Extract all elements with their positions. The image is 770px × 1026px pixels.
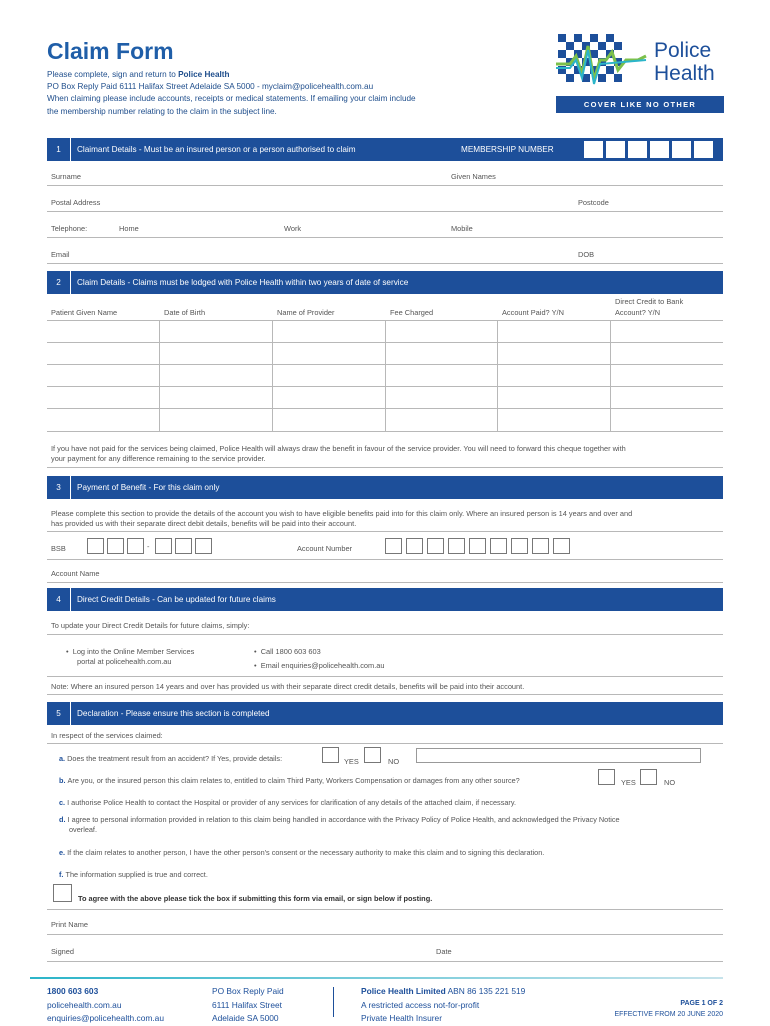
footer-address-line2: 6111 Halifax Street [212, 999, 282, 1010]
account-digit-box[interactable] [406, 538, 423, 554]
mobile-label: Mobile [451, 224, 473, 233]
footer-divider [333, 987, 334, 1017]
footer-insurer-line1: A restricted access not-for-profit [361, 999, 480, 1010]
third-party-no-checkbox[interactable] [640, 769, 657, 785]
logo-text-health: Health [654, 62, 715, 85]
section-number: 5 [47, 702, 71, 725]
table-divider [272, 320, 273, 431]
declaration-item-b [59, 776, 520, 786]
intro-line2: PO Box Reply Paid 6111 Halifax Street Adelaide SA 5000 - myclaim@policehealth.com.au [47, 82, 374, 92]
bullet-text: Call 1800 603 603 [260, 647, 321, 656]
yes-label: YES [344, 757, 359, 766]
postcode-label: Postcode [578, 198, 609, 207]
item-letter: b. [59, 776, 66, 785]
section2-note [51, 444, 723, 465]
telephone-field-line[interactable] [47, 237, 723, 238]
signature-field-line[interactable] [47, 961, 723, 962]
bullet-dot: • [254, 647, 261, 656]
footer-address-line3: Adelaide SA 5000 [212, 1013, 279, 1023]
bullet-online-services [66, 647, 194, 668]
no-label: NO [388, 757, 400, 766]
bsb-digit-box[interactable] [107, 538, 124, 554]
footer-company-name: Police Health Limited [361, 986, 446, 996]
footer-abn: ABN 86 135 221 519 [445, 986, 526, 996]
account-digit-box[interactable] [553, 538, 570, 554]
divider [47, 467, 723, 468]
description-line2: has provided us with their separate direct debit details, benefits will be paid into their account. [51, 519, 357, 529]
section-number: 1 [47, 138, 71, 161]
footer-web: policehealth.com.au [47, 999, 122, 1010]
divider [47, 634, 723, 635]
bsb-digit-box[interactable] [175, 538, 192, 554]
accident-yes-checkbox[interactable] [322, 747, 339, 763]
accident-no-checkbox[interactable] [364, 747, 381, 763]
table-divider [610, 320, 611, 431]
note-line2: your payment for any difference remaining to the service provider. [51, 454, 266, 464]
police-health-logo [556, 30, 724, 88]
account-digit-box[interactable] [511, 538, 528, 554]
intro-line4: the membership number relating to the claim in the subject line. [47, 106, 277, 116]
bullet-email [254, 661, 384, 671]
footer-page-info [560, 999, 723, 1020]
membership-digit-box[interactable] [606, 141, 625, 158]
intro-line1: Please complete, sign and return to [47, 70, 179, 79]
item-letter: c. [59, 798, 66, 807]
given-names-label: Given Names [451, 172, 496, 181]
description-line1: Please complete this section to provide the details of the account you wish to have eligible benefits paid into for this claim only. Where an insured person is 14 years and over and [51, 509, 633, 518]
item-letter: f. [59, 870, 64, 879]
intro-line1-bold: Police Health [178, 70, 230, 79]
section-number: 3 [47, 476, 71, 499]
column-header: Account Paid? Y/N [502, 308, 564, 317]
intro-line3: When claiming please include accounts, receipts or medical statements. If emailing your claim include [47, 94, 416, 104]
table-rule [47, 431, 723, 432]
item-text: The information supplied is true and correct. [65, 870, 208, 879]
no-label: NO [664, 778, 676, 787]
account-digit-box[interactable] [448, 538, 465, 554]
section3-description [51, 509, 723, 530]
bsb-label: BSB [51, 544, 66, 553]
footer-insurer-line2: Private Health Insurer [361, 1013, 442, 1023]
effective-date: EFFECTIVE FROM 20 JUNE 2020 [614, 1010, 723, 1018]
print-name-label: Print Name [51, 920, 88, 929]
divider [47, 743, 723, 744]
bsb-digit-box[interactable] [127, 538, 144, 554]
column-header-line1: Direct Credit to Bank [615, 297, 684, 306]
postal-address-field-line[interactable] [47, 211, 723, 212]
item-text: I agree to personal information provided in relation to this claim being handled in accordance with the Privacy Policy of Police Health, and acknowledged the Privacy Notice [67, 815, 620, 824]
bsb-digit-box[interactable] [195, 538, 212, 554]
page-title: Claim Form [47, 38, 174, 64]
column-header: Patient Given Name [51, 308, 118, 317]
page-number: PAGE 1 OF 2 [680, 1000, 723, 1007]
surname-label: Surname [51, 172, 81, 181]
email-label: Email [51, 250, 70, 259]
footer-email: enquiries@policehealth.com.au [47, 1013, 164, 1023]
table-divider [385, 320, 386, 431]
bsb-digit-box[interactable] [155, 538, 172, 554]
footer-company [361, 985, 525, 1026]
divider [47, 909, 723, 910]
column-header: Fee Charged [390, 308, 434, 317]
tagline: COVER LIKE NO OTHER [556, 96, 724, 113]
bullet-text: Log into the Online Member Services [72, 647, 195, 656]
work-phone-label: Work [284, 224, 302, 233]
bullet-call [254, 647, 321, 657]
signed-label: Signed [51, 947, 75, 956]
account-digit-box[interactable] [427, 538, 444, 554]
declaration-item-d [59, 815, 620, 836]
section4-note: Note: Where an insured person 14 years and over has provided us with their separate direct credit details, benefits will be paid into their account. [51, 682, 525, 691]
section-number: 4 [47, 588, 71, 611]
section3-header [47, 476, 723, 499]
membership-digit-box[interactable] [694, 141, 713, 158]
account-name-label: Account Name [51, 569, 100, 578]
declaration-item-c [59, 798, 516, 808]
agree-checkbox[interactable] [53, 884, 72, 902]
divider [47, 559, 723, 560]
date-label: Date [436, 947, 452, 956]
note-line1: If you have not paid for the services being claimed, Police Health will always draw the benefit in favour of the service provider. You will need to forward this cheque together with [51, 444, 626, 453]
intro-text [47, 69, 517, 118]
divider [47, 694, 723, 695]
column-header-line2: Account? Y/N [615, 307, 661, 317]
footer-contact [47, 985, 164, 1026]
item-letter: d. [59, 815, 66, 824]
bullet-dot: • [254, 661, 261, 670]
divider [47, 676, 723, 677]
footer-address [212, 985, 284, 1026]
item-letter: a. [59, 754, 66, 763]
print-name-field-line[interactable] [47, 934, 723, 935]
item-text: Are you, or the insured person this claim relates to, entitled to claim Third Party, Workers Compensation or damages from any other source? [67, 776, 520, 785]
account-digit-box[interactable] [385, 538, 402, 554]
postal-address-label: Postal Address [51, 198, 101, 207]
item-letter: e. [59, 848, 66, 857]
membership-digit-box[interactable] [650, 141, 669, 158]
section-title: Payment of Benefit - For this claim only [77, 483, 220, 492]
section-title: Claim Details - Claims must be lodged with Police Health within two years of date of service [77, 278, 409, 287]
account-digit-box[interactable] [532, 538, 549, 554]
bullet-text: Email enquiries@policehealth.com.au [260, 661, 385, 670]
accident-details-input[interactable] [416, 748, 701, 763]
section2-header [47, 271, 723, 294]
account-digit-box[interactable] [469, 538, 486, 554]
membership-number-label: MEMBERSHIP NUMBER [461, 145, 554, 154]
home-phone-label: Home [119, 224, 139, 233]
section-title: Declaration - Please ensure this section is completed [77, 709, 270, 718]
section-title: Claimant Details - Must be an insured person or a person authorised to claim [77, 145, 356, 154]
section4-intro: To update your Direct Credit Details for future claims, simply: [51, 621, 250, 630]
bullet-dot: • [66, 647, 73, 656]
surname-field-line[interactable] [47, 185, 723, 186]
section1-header [47, 138, 723, 161]
telephone-label: Telephone: [51, 224, 88, 233]
email-field-line[interactable] [47, 263, 723, 264]
section4-header [47, 588, 723, 611]
membership-digit-box[interactable] [628, 141, 647, 158]
item-text: I authorise Police Health to contact the Hospital or provider of any services for clarification of any details of the attached claim, if necessary. [67, 798, 516, 807]
bsb-dash: - [147, 542, 150, 551]
footer-phone: 1800 603 603 [47, 986, 99, 996]
item-text-line2: overleaf. [69, 825, 97, 835]
dob-label: DOB [578, 250, 595, 259]
section-number: 2 [47, 271, 71, 294]
bullet-text-line2: portal at policehealth.com.au [77, 657, 172, 667]
footer-address-line1: PO Box Reply Paid [212, 986, 284, 996]
account-name-field-line[interactable] [47, 582, 723, 583]
divider [47, 531, 723, 532]
declaration-item-f [59, 870, 208, 880]
yes-label: YES [621, 778, 636, 787]
logo-text-police: Police [654, 39, 712, 62]
declaration-item-e [59, 848, 544, 858]
column-header [615, 297, 683, 318]
bsb-digit-box[interactable] [87, 538, 104, 554]
column-header: Name of Provider [277, 308, 335, 317]
membership-digit-box[interactable] [584, 141, 603, 158]
footer-rule [30, 977, 723, 979]
table-divider [159, 320, 160, 431]
agree-text: To agree with the above please tick the box if submitting this form via email, or sign below if posting. [78, 894, 433, 903]
section5-header [47, 702, 723, 725]
account-digit-box[interactable] [490, 538, 507, 554]
account-number-label: Account Number [297, 544, 353, 553]
section-title: Direct Credit Details - Can be updated for future claims [77, 595, 276, 604]
membership-digit-box[interactable] [672, 141, 691, 158]
item-text: If the claim relates to another person, I have the other person's consent or the necessary authority to make this claim and to signing this declaration. [67, 848, 545, 857]
item-text: Does the treatment result from an accident? If Yes, provide details: [67, 754, 283, 763]
table-divider [497, 320, 498, 431]
section5-intro: In respect of the services claimed: [51, 731, 163, 740]
column-header: Date of Birth [164, 308, 206, 317]
third-party-yes-checkbox[interactable] [598, 769, 615, 785]
declaration-item-a [59, 754, 282, 764]
